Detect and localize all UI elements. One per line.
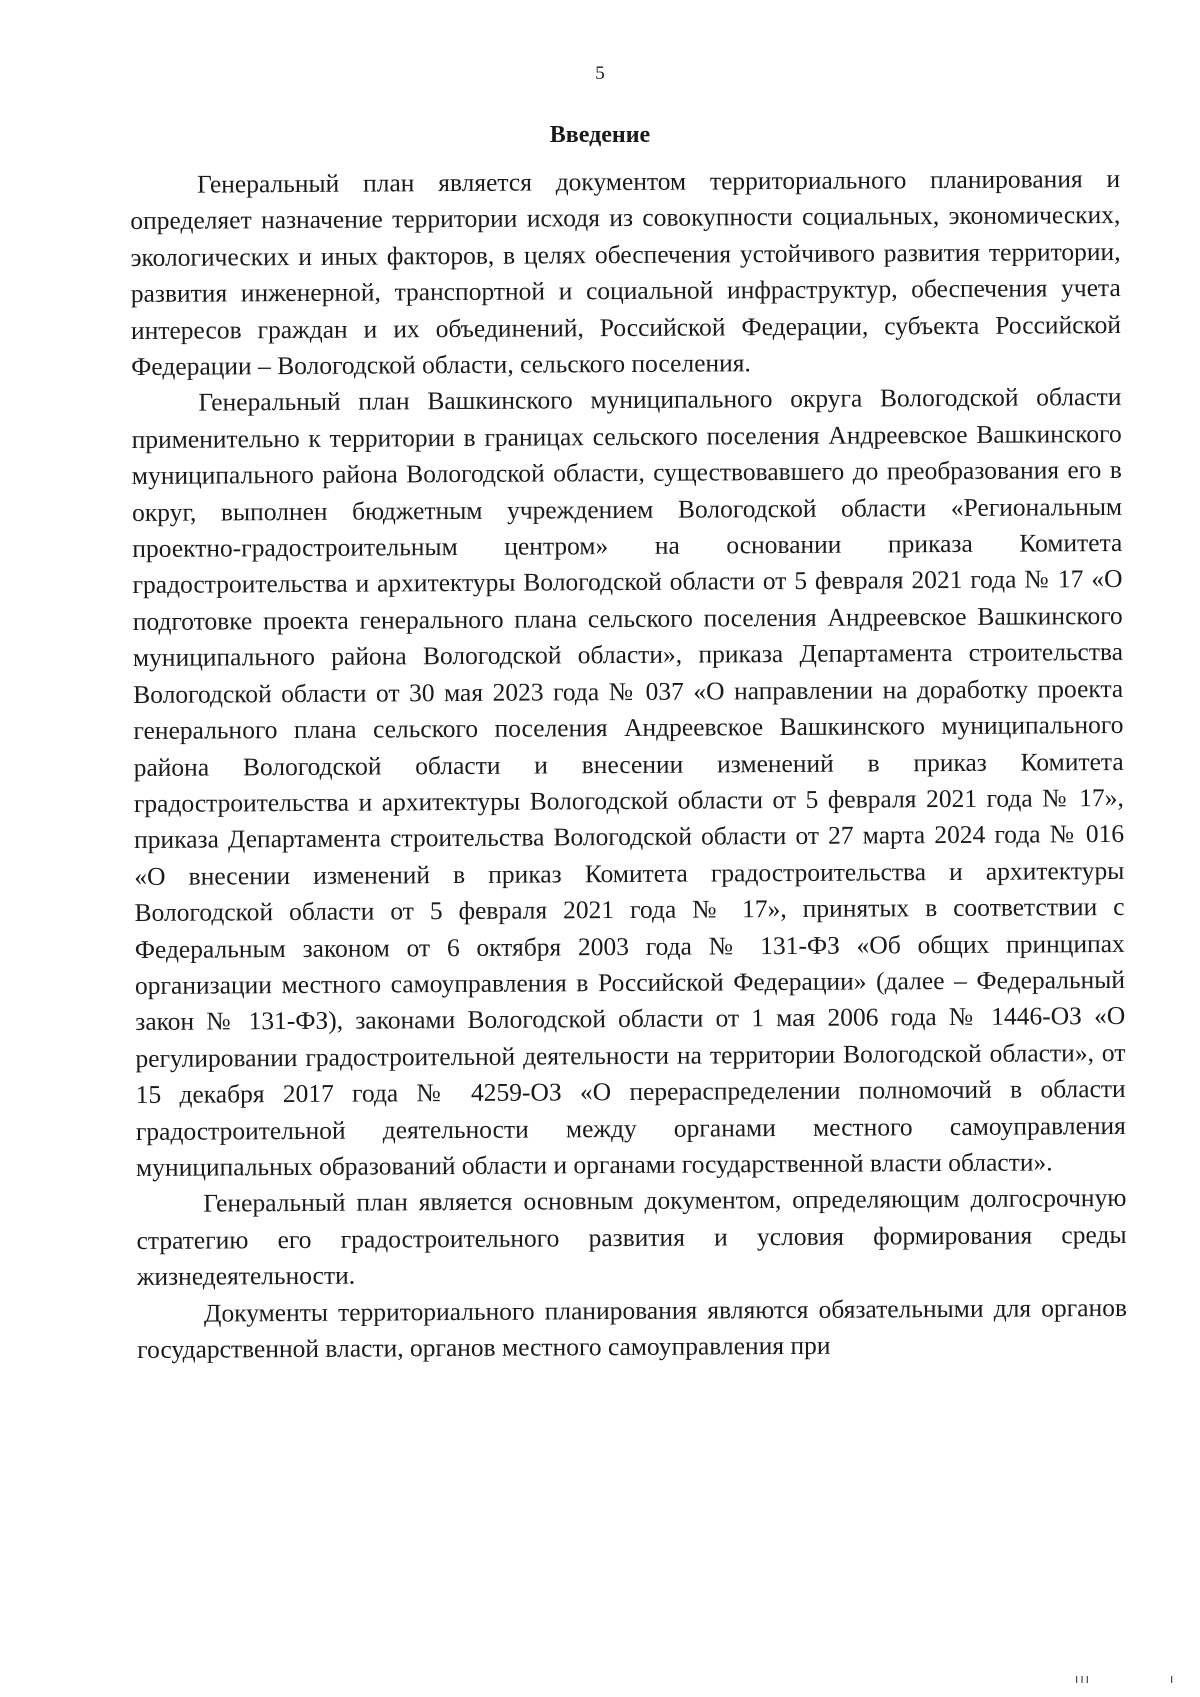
section-heading: Введение bbox=[549, 122, 651, 148]
paragraph-3: Генеральный план является основным документом, определяющим долгосрочную стратегию его градостроительного развития и условия формирования среды жизнедеятельности. bbox=[136, 1183, 1127, 1292]
scan-mark-right: ı bbox=[1170, 1672, 1174, 1686]
paragraph-1: Генеральный план является документом территориального планирования и определяет назначение территории исходя из совокупности социальных, экономических, экологических и иных факторов, в целях обеспечения устойчивого развития территории, развития инженерной, транспортной и социальной инфраструктур, обеспечения учета интересов граждан и их объединений, Российской Федерации, субъекта Российской Федерации – Вологодской области, сельского поселения. bbox=[130, 163, 1122, 382]
scan-mark-left: ııı bbox=[1075, 1672, 1092, 1686]
page-number: 5 bbox=[595, 63, 605, 84]
paragraph-4: Документы территориального планирования являются обязательными для органов государственной власти, органов местного самоуправления при bbox=[137, 1292, 1128, 1364]
body-text bbox=[130, 161, 1127, 1368]
paragraph-2: Генеральный план Вашкинского муниципального округа Вологодской области применительно к территории в границах сельского поселения Андреевское Вашкинского муниципального района Вологодской области, существовавшего до преобразования его в округ, выполнен бюджетным учреждением Вологодской области «Региональным проектно-градостроительным центром» на основании приказа Комитета градостроительства и архитектуры Вологодской области от 5 февраля 2021 года № 17 «О подготовке проекта генерального плана сельского поселения Андреевское Вашкинского муниципального района Вологодской области», приказа Департамента строительства Вологодской области от 30 мая 2023 года № 037 «О направлении на доработку проекта генерального плана сельского поселения Андреевское Вашкинского муниципального района Вологодской области и внесении изменений в приказ Комитета градостроительства и архитектуры Вологодской области от 5 февраля 2021 года № 17», приказа Департамента строительства Вологодской области от 27 марта 2024 года № 016 «О внесении изменений в приказ Комитета градостроительства и архитектуры Вологодской области от 5 февраля 2021 года № 17», принятых в соответствии с Федеральным законом от 6 октября 2003 года № 131-ФЗ «Об общих принципах организации местного самоуправления в Российской Федерации» (далее – Федеральный закон № 131-ФЗ), законами Вологодской области от 1 мая 2006 года № 1446-ОЗ «О регулировании градостроительной деятельности на территории Вологодской области», от 15 декабря 2017 года № 4259-ОЗ «О перераспределении полномочий в области градостроительной деятельности между органами местного самоуправления муниципальных образований области и органами государственной власти области». bbox=[131, 382, 1126, 1182]
